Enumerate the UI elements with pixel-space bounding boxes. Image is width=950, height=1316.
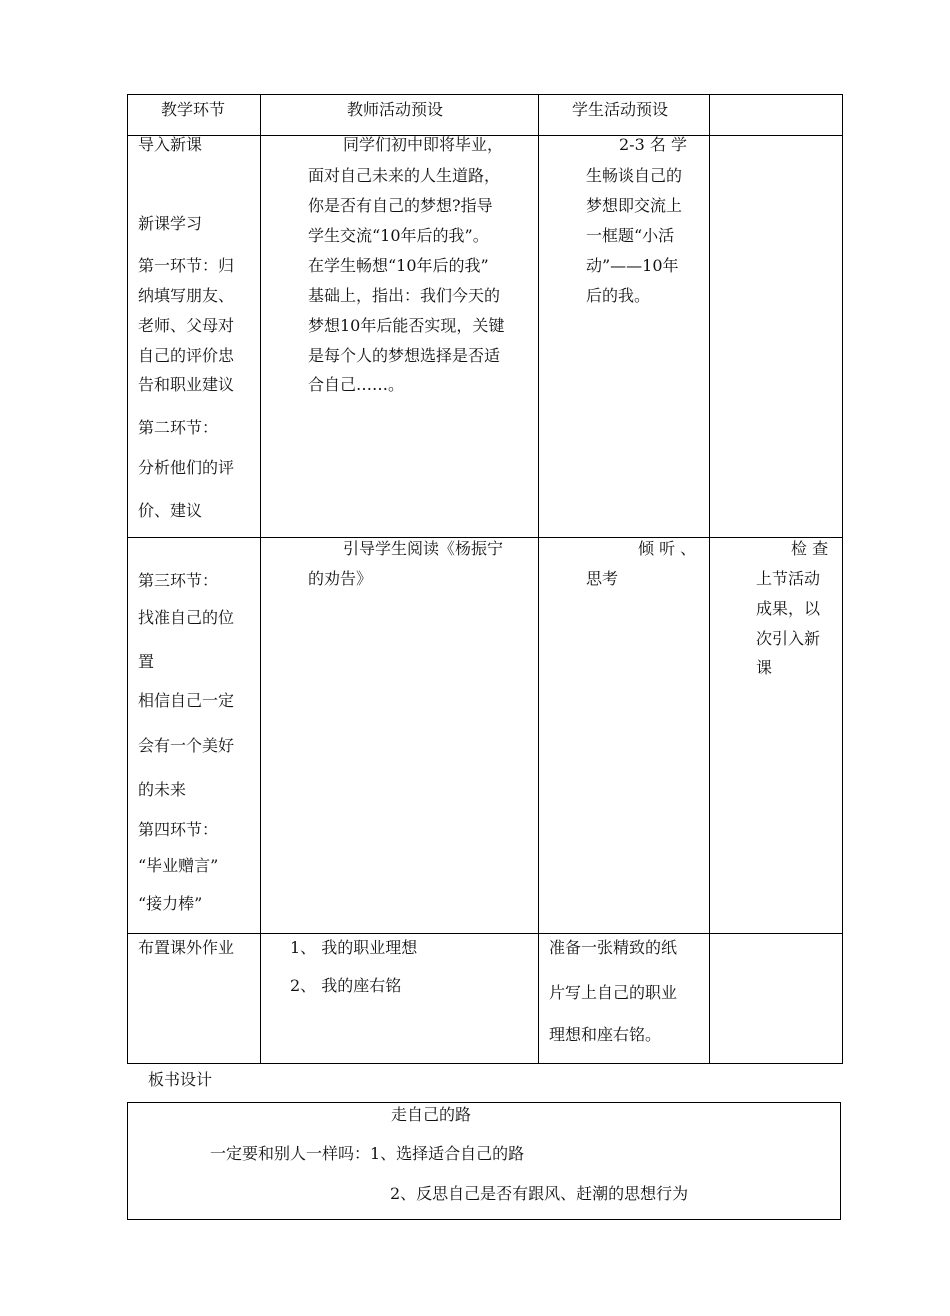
- cell-text-line: 引导学生阅读《杨振宁: [343, 539, 504, 558]
- cell-text-line: 的未来: [138, 780, 187, 799]
- cell-text-line: “接力棒”: [138, 894, 203, 913]
- board-line-2: 2、反思自己是否有跟风、赶潮的思想行为: [390, 1184, 689, 1203]
- cell-text-line: 动”——10年: [586, 256, 679, 275]
- header-teaching-stage: 教学环节: [161, 100, 226, 119]
- board-design-label: 板书设计: [148, 1070, 213, 1089]
- cell-text-line: 生畅谈自己的: [586, 166, 683, 185]
- cell-text-line: 同学们初中即将毕业，: [343, 135, 504, 154]
- cell-text-line: 2、 我的座右铭: [290, 976, 402, 995]
- cell-text-line: 价、建议: [138, 501, 203, 520]
- cell-text-line: 思考: [586, 569, 619, 588]
- cell-text-line: 的劝告》: [308, 569, 373, 588]
- cell-text-line: 次引入新: [756, 629, 821, 648]
- table-divider: [709, 94, 710, 1064]
- cell-text-line: 找准自己的位: [138, 608, 235, 627]
- cell-text-line: 告和职业建议: [138, 375, 235, 394]
- table-divider: [538, 94, 539, 1064]
- header-student-activity: 学生活动预设: [572, 100, 669, 119]
- cell-text-line: 第一环节：归: [138, 256, 235, 275]
- cell-text-line: 置: [138, 652, 155, 671]
- cell-text-line: 会有一个美好: [138, 736, 235, 755]
- header-teacher-activity: 教师活动预设: [347, 100, 444, 119]
- cell-text-line: 准备一张精致的纸: [549, 938, 678, 957]
- cell-text-line: 第二环节：: [138, 418, 219, 437]
- cell-text-line: “毕业赠言”: [138, 856, 219, 875]
- table-border: [127, 1063, 843, 1064]
- cell-text-line: 第三环节：: [138, 571, 219, 590]
- cell-text-line: 导入新课: [138, 135, 203, 154]
- cell-text-line: 2-3 名 学: [619, 135, 687, 154]
- cell-text-line: 是每个人的梦想选择是否适: [308, 346, 501, 365]
- cell-text-line: 学生交流“10年后的我”。: [308, 226, 489, 245]
- cell-text-line: 梦想10年后能否实现，关键: [308, 316, 505, 335]
- cell-text-line: 成果，以: [756, 599, 821, 618]
- cell-text-line: 分析他们的评: [138, 458, 235, 477]
- cell-text-line: 倾 听 、: [638, 539, 697, 558]
- cell-text-line: 相信自己一定: [138, 691, 235, 710]
- cell-text-line: 课: [756, 658, 773, 677]
- board-design-box: [127, 1102, 841, 1220]
- cell-text-line: 老师、父母对: [138, 316, 235, 335]
- cell-text-line: 第四环节：: [138, 820, 219, 839]
- table-border: [127, 94, 843, 95]
- cell-text-line: 理想和座右铭。: [549, 1025, 662, 1044]
- cell-text-line: 纳填写朋友、: [138, 286, 235, 305]
- cell-text-line: 一框题“小活: [586, 226, 675, 245]
- cell-text-line: 1、 我的职业理想: [290, 938, 418, 957]
- table-border: [127, 94, 128, 1064]
- cell-text-line: 基础上，指出：我们今天的: [308, 286, 501, 305]
- cell-text-line: 在学生畅想“10年后的我”: [308, 256, 489, 275]
- board-line-1: 一定要和别人一样吗：1、选择适合自己的路: [210, 1144, 525, 1163]
- cell-text-line: 你是否有自己的梦想?指导: [308, 196, 493, 215]
- cell-text-line: 新课学习: [138, 214, 203, 233]
- table-divider: [127, 933, 843, 934]
- cell-text-line: 梦想即交流上: [586, 196, 683, 215]
- cell-text-line: 后的我。: [586, 286, 651, 305]
- table-border: [842, 94, 843, 1064]
- board-title: 走自己的路: [391, 1105, 472, 1124]
- cell-text-line: 检 查: [791, 539, 829, 558]
- cell-text-line: 布置课外作业: [138, 938, 235, 957]
- table-divider: [260, 94, 261, 1064]
- cell-text-line: 面对自己未来的人生道路，: [308, 166, 501, 185]
- cell-text-line: 片写上自己的职业: [549, 983, 678, 1002]
- cell-text-line: 合自己……。: [308, 375, 405, 394]
- cell-text-line: 上节活动: [756, 569, 821, 588]
- cell-text-line: 自己的评价忠: [138, 346, 235, 365]
